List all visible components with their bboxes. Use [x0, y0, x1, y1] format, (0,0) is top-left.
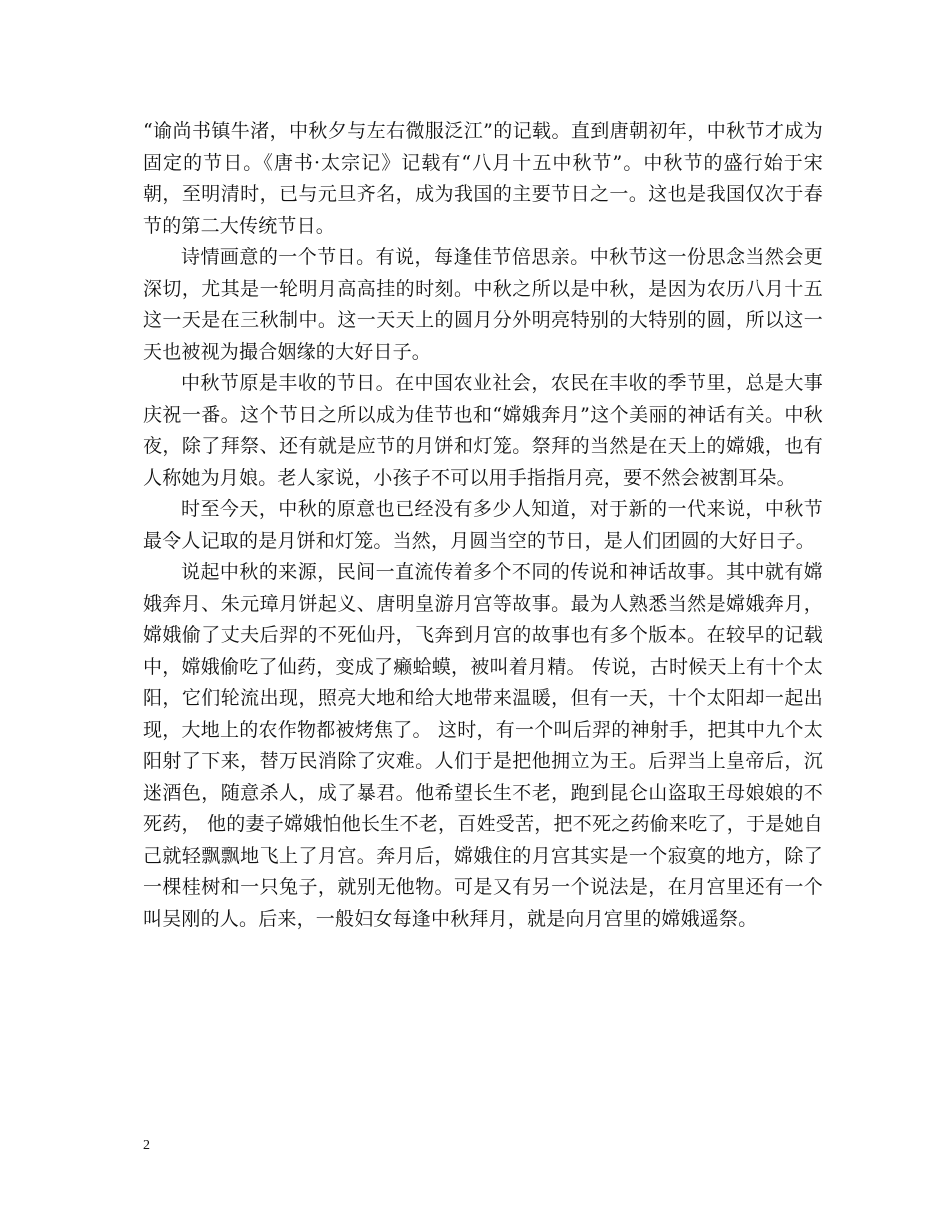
paragraph-2: 诗情画意的一个节日。有说，每逢佳节倍思亲。中秋节这一份思念当然会更深切，尤其是一轮明月高高挂的时刻。中秋之所以是中秋，是因为农历八月十五这一天是在三秋制中。这一天天上的圆月分外明亮特别的大特别的圆，所以这一天也被视为撮合姻缘的大好日子。 [143, 246, 823, 363]
paragraph-4: 时至今天，中秋的原意也已经没有多少人知道，对于新的一代来说，中秋节最令人记取的是月饼和灯笼。当然，月圆当空的节日，是人们团圆的大好日子。 [143, 498, 823, 552]
paragraph-5: 说起中秋的来源，民间一直流传着多个不同的传说和神话故事。其中就有嫦娥奔月、朱元璋月饼起义、唐明皇游月宫等故事。最为人熟悉当然是嫦娥奔月，嫦娥偷了丈夫后羿的不死仙丹，飞奔到月宫的故事也有多个版本。在较早的记载中，嫦娥偷吃了仙药，变成了癞蛤蟆，被叫着月精。 传说，古时候天上有十个太阳，它们轮流出现，照亮大地和给大地带来温暖，但有一天，十个太阳却一起出现，大地上的农作物都被烤焦了。 这时，有一个叫后羿的神射手，把其中九个太阳射了下来，替万民消除了灾难。人们于是把他拥立为王。后羿当上皇帝后，沉迷酒色，随意杀人，成了暴君。他希望长生不老，跑到昆仑山盗取王母娘娘的不死药， 他的妻子嫦娥怕他长生不老，百姓受苦，把不死之药偷来吃了，于是她自己就轻飘飘地飞上了月宫。奔月后，嫦娥住的月宫其实是一个寂寞的地方，除了一棵桂树和一只兔子，就别无他物。可是又有另一个说法是，在月宫里还有一个叫吴刚的人。后来，一般妇女每逢中秋拜月，就是向月宫里的嫦娥遥祭。 [143, 561, 823, 930]
body-text [143, 116, 823, 935]
page-number: 2 [143, 1138, 150, 1153]
paragraph-3: 中秋节原是丰收的节日。在中国农业社会，农民在丰收的季节里，总是大事庆祝一番。这个节日之所以成为佳节也和“嫦娥奔月”这个美丽的神话有关。中秋夜，除了拜祭、还有就是应节的月饼和灯笼。祭拜的当然是在天上的嫦娥，也有人称她为月娘。老人家说，小孩子不可以用手指指月亮，要不然会被割耳朵。 [143, 372, 823, 489]
paragraph-1: “谕尚书镇牛渚，中秋夕与左右微服泛江”的记载。直到唐朝初年，中秋节才成为固定的节日。《唐书·太宗记》记载有“八月十五中秋节”。中秋节的盛行始于宋朝，至明清时，已与元旦齐名，成为我国的主要节日之一。这也是我国仅次于春节的第二大传统节日。 [143, 120, 823, 237]
